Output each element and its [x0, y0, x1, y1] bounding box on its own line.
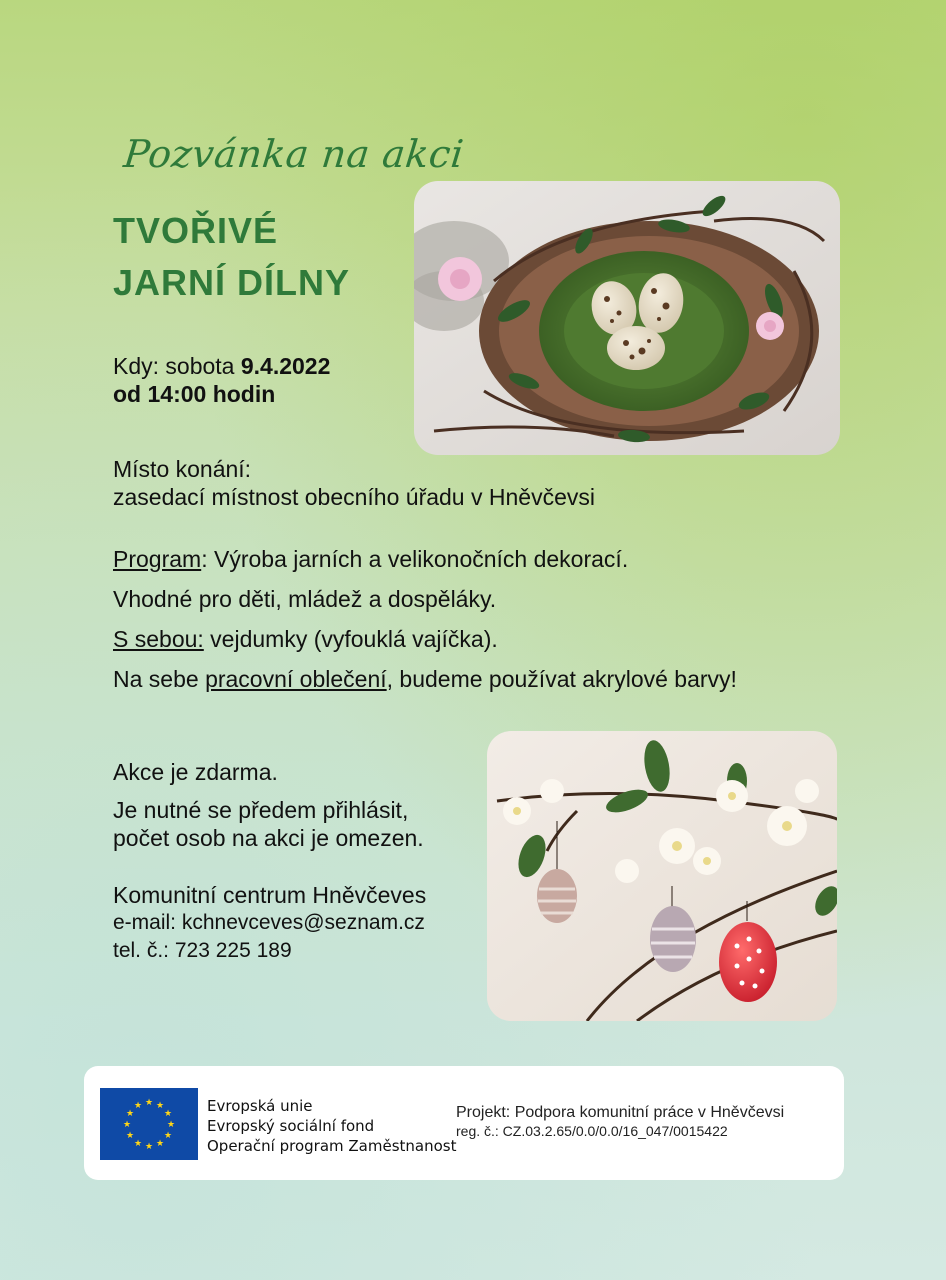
invitation-script-title: Pozvánka na akci — [121, 132, 466, 176]
event-title-line2: JARNÍ DÍLNY — [113, 262, 351, 303]
project-name: Projekt: Podpora komunitní práce v Hněvčevsi — [456, 1104, 785, 1121]
bring-text: vejdumky (vyfouklá vajíčka). — [203, 626, 498, 652]
svg-text:★: ★ — [163, 1109, 173, 1119]
hanging-eggs-photo — [487, 731, 837, 1021]
contact-phone: tel. č.: 723 225 189 — [113, 939, 292, 962]
svg-text:★: ★ — [133, 1139, 143, 1149]
contact-org: Komunitní centrum Hněvčeves — [113, 882, 427, 908]
svg-text:★: ★ — [144, 1098, 154, 1108]
register-line2: počet osob na akci je omezen. — [113, 825, 424, 851]
program-block — [113, 539, 737, 699]
event-time: od 14:00 hodin — [113, 381, 276, 407]
event-title — [113, 205, 350, 309]
place-block — [113, 455, 595, 511]
when-label: Kdy: sobota — [113, 353, 241, 379]
wear-suffix: , budeme používat akrylové barvy! — [386, 666, 737, 692]
eu-program-text — [207, 1096, 457, 1156]
info-block — [113, 758, 424, 852]
contact-block — [113, 881, 426, 965]
place-value: zasedací místnost obecního úřadu v Hněvčevsi — [113, 484, 595, 510]
svg-text:★: ★ — [155, 1139, 165, 1149]
bring-label: S sebou: — [113, 626, 204, 652]
svg-text:★: ★ — [122, 1120, 132, 1130]
wear-prefix: Na sebe — [113, 666, 206, 692]
project-info — [456, 1104, 784, 1140]
svg-text:★: ★ — [155, 1101, 165, 1111]
free-note: Akce je zdarma. — [113, 759, 278, 785]
eu-flag-icon — [100, 1088, 198, 1160]
svg-text:★: ★ — [166, 1120, 176, 1130]
event-title-line1: TVOŘIVÉ — [113, 210, 279, 251]
svg-text:★: ★ — [125, 1109, 135, 1119]
svg-text:★: ★ — [125, 1131, 135, 1141]
svg-text:★: ★ — [144, 1142, 154, 1152]
event-date: 9.4.2022 — [240, 353, 331, 379]
program-label: Program — [113, 546, 202, 572]
eu-line2: Evropský sociální fond — [207, 1117, 375, 1135]
place-label: Místo konání: — [113, 456, 252, 482]
contact-email: e-mail: kchnevceves@seznam.cz — [113, 911, 425, 934]
project-reg: reg. č.: CZ.03.2.65/0.0/0.0/16_047/0015422 — [456, 1123, 728, 1139]
when-block — [113, 352, 330, 408]
svg-text:★: ★ — [133, 1101, 143, 1111]
eu-line1: Evropská unie — [207, 1097, 313, 1115]
wear-underlined: pracovní oblečení — [205, 666, 387, 692]
program-audience: Vhodné pro děti, mládež a dospěláky. — [113, 586, 497, 612]
nest-photo — [414, 181, 840, 455]
eu-line3: Operační program Zaměstnanost — [207, 1137, 457, 1155]
register-line1: Je nutné se předem přihlásit, — [113, 797, 409, 823]
svg-text:★: ★ — [163, 1131, 173, 1141]
eu-footer-banner — [84, 1066, 844, 1180]
program-text: : Výroba jarních a velikonočních dekorací. — [201, 546, 629, 572]
